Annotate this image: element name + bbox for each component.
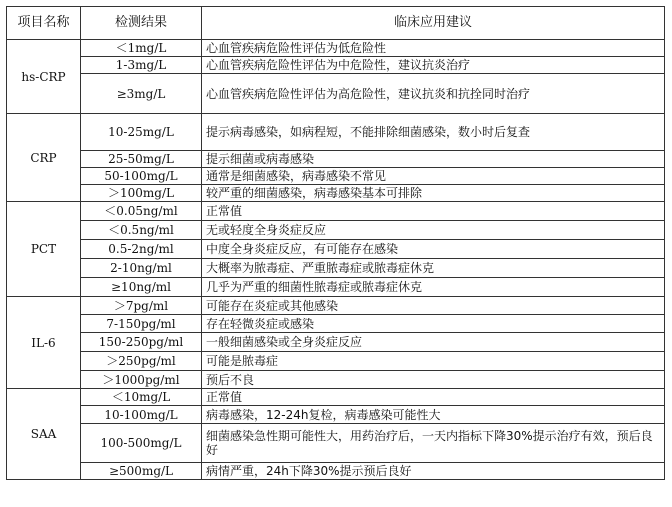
result-cell: ≥500mg/L xyxy=(81,463,202,480)
advice-cell: 病毒感染，12-24h复检，病毒感染可能性大 xyxy=(202,406,665,424)
result-cell: 150-250pg/ml xyxy=(81,333,202,352)
advice-cell: 中度全身炎症反应，有可能存在感染 xyxy=(202,240,665,259)
table-row xyxy=(7,315,665,333)
header-advice: 临床应用建议 xyxy=(202,7,665,40)
result-cell: 7-150pg/ml xyxy=(81,315,202,333)
result-cell: ＜1mg/L xyxy=(81,40,202,57)
result-cell: ＜0.05ng/ml xyxy=(81,202,202,221)
table-row xyxy=(7,463,665,480)
table-row xyxy=(7,424,665,463)
table-row xyxy=(7,168,665,185)
advice-cell: 无或轻度全身炎症反应 xyxy=(202,221,665,240)
table-row xyxy=(7,278,665,297)
advice-cell: 可能是脓毒症 xyxy=(202,352,665,371)
table-row xyxy=(7,74,665,114)
table-row xyxy=(7,371,665,389)
item-name-cell: PCT xyxy=(7,202,81,297)
reference-table xyxy=(6,6,665,480)
result-cell: ＜10mg/L xyxy=(81,389,202,406)
item-name-cell: SAA xyxy=(7,389,81,480)
table-row xyxy=(7,57,665,74)
advice-cell: 提示细菌或病毒感染 xyxy=(202,151,665,168)
table-row xyxy=(7,333,665,352)
table-row xyxy=(7,389,665,406)
result-cell: 2-10ng/ml xyxy=(81,259,202,278)
advice-cell: 正常值 xyxy=(202,202,665,221)
table-row xyxy=(7,185,665,202)
advice-cell: 通常是细菌感染，病毒感染不常见 xyxy=(202,168,665,185)
result-cell: 25-50mg/L xyxy=(81,151,202,168)
item-name-cell: hs-CRP xyxy=(7,40,81,114)
table-row xyxy=(7,151,665,168)
result-cell: ＞250pg/ml xyxy=(81,352,202,371)
advice-cell: 存在轻微炎症或感染 xyxy=(202,315,665,333)
result-cell: ≥10ng/ml xyxy=(81,278,202,297)
table-row xyxy=(7,114,665,151)
result-cell: ＞1000pg/ml xyxy=(81,371,202,389)
advice-cell: 一般细菌感染或全身炎症反应 xyxy=(202,333,665,352)
result-cell: ＞100mg/L xyxy=(81,185,202,202)
advice-cell: 大概率为脓毒症、严重脓毒症或脓毒症休克 xyxy=(202,259,665,278)
header-item: 项目名称 xyxy=(7,7,81,40)
result-cell: 100-500mg/L xyxy=(81,424,202,463)
table-row xyxy=(7,406,665,424)
advice-cell: 细菌感染急性期可能性大，用药治疗后，一天内指标下降30%提示治疗有效，预后良好 xyxy=(202,424,665,463)
result-cell: 10-100mg/L xyxy=(81,406,202,424)
table-row xyxy=(7,352,665,371)
result-cell: 0.5-2ng/ml xyxy=(81,240,202,259)
advice-cell: 几乎为严重的细菌性脓毒症或脓毒症休克 xyxy=(202,278,665,297)
advice-cell: 可能存在炎症或其他感染 xyxy=(202,297,665,315)
table-row xyxy=(7,202,665,221)
advice-cell: 正常值 xyxy=(202,389,665,406)
advice-cell: 病情严重，24h下降30%提示预后良好 xyxy=(202,463,665,480)
table-row xyxy=(7,221,665,240)
advice-cell: 提示病毒感染，如病程短，不能排除细菌感染，数小时后复查 xyxy=(202,114,665,151)
table-row xyxy=(7,259,665,278)
item-name-cell: IL-6 xyxy=(7,297,81,389)
result-cell: ＜0.5ng/ml xyxy=(81,221,202,240)
result-cell: 1-3mg/L xyxy=(81,57,202,74)
result-cell: ≥3mg/L xyxy=(81,74,202,114)
table-row xyxy=(7,240,665,259)
result-cell: ＞7pg/ml xyxy=(81,297,202,315)
advice-cell: 心血管疾病危险性评估为中危险性，建议抗炎治疗 xyxy=(202,57,665,74)
header-row xyxy=(7,7,665,40)
advice-cell: 较严重的细菌感染，病毒感染基本可排除 xyxy=(202,185,665,202)
table-row xyxy=(7,40,665,57)
result-cell: 10-25mg/L xyxy=(81,114,202,151)
advice-cell: 心血管疾病危险性评估为低危险性 xyxy=(202,40,665,57)
result-cell: 50-100mg/L xyxy=(81,168,202,185)
advice-cell: 预后不良 xyxy=(202,371,665,389)
item-name-cell: CRP xyxy=(7,114,81,202)
header-result: 检测结果 xyxy=(81,7,202,40)
table-row xyxy=(7,297,665,315)
advice-cell: 心血管疾病危险性评估为高危险性，建议抗炎和抗拴同时治疗 xyxy=(202,74,665,114)
table-body xyxy=(7,40,665,480)
